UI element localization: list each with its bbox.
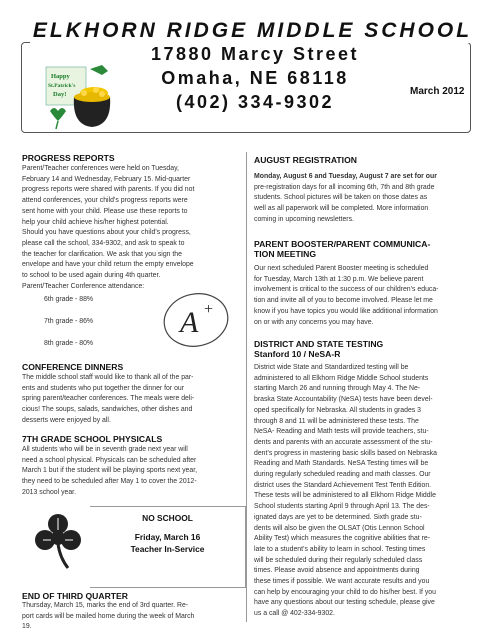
- august-registration-body: [254, 172, 444, 226]
- body-line: need a school physical. Physicals can be scheduled after: [22, 456, 197, 464]
- body-line: dents will also be given the OLSAT (Otis Lennon School: [254, 524, 425, 532]
- body-line: Should you have questions about your child’s progress,: [22, 229, 191, 237]
- body-line: late to a student’s ability to learn in school. Testing times: [254, 545, 426, 553]
- body-line: pre-registration days for all incoming 6th, 7th and 8th grade: [254, 183, 435, 191]
- body-line: Parent/Teacher conferences were held on Tuesday,: [22, 165, 179, 172]
- body-line: Reading and Math Standards. NeSA Testing times will be: [254, 460, 429, 468]
- body-line: tion and invite all of you to become involved. Please let me: [254, 297, 433, 305]
- testing-heading-line2: Stanford 10 / NeSA-R: [254, 349, 341, 359]
- body-line: Ability Test) which measures the cognitive abilities that re-: [254, 535, 431, 543]
- body-line: attend conferences, your child’s progress reports were: [22, 197, 188, 205]
- body-line: desserts were enjoyed by all.: [22, 416, 111, 424]
- body-line: Parent/Teacher Conference attendance:: [22, 282, 145, 290]
- body-line: they need to be scheduled after May 1 to cover the 2012-: [22, 478, 197, 486]
- conference-dinners-body: [22, 373, 227, 427]
- body-line: know if you have topics you would like additional information: [254, 307, 438, 315]
- testing-heading-line1: DISTRICT AND STATE TESTING: [254, 339, 384, 349]
- progress-reports-heading: PROGRESS REPORTS: [22, 153, 115, 163]
- body-line: us a call @ 402-334-9302.: [254, 610, 335, 618]
- body-line: students. School pictures will be taken on those dates as: [254, 194, 428, 202]
- physicals-heading: 7TH GRADE SCHOOL PHYSICALS: [22, 434, 163, 444]
- svg-text:A: A: [180, 306, 199, 339]
- body-line: times. Please avoid absence and appointments during: [254, 567, 420, 575]
- body-line: dent’s progress in mastering basic skills based on Nebraska: [254, 449, 437, 457]
- body-line: The middle school staff would like to thank all of the par-: [22, 374, 194, 381]
- body-line: on or with any concerns you may have.: [254, 318, 374, 326]
- column-divider: [246, 152, 247, 622]
- booster-heading-line2: TION MEETING: [254, 249, 317, 259]
- booster-body: [254, 264, 444, 328]
- body-line: Monday, August 6 and Tuesday, August 7 are set for our: [254, 173, 437, 180]
- end-of-quarter-body: [22, 601, 227, 633]
- shamrock-icon: [30, 510, 86, 572]
- svg-text:Happy: Happy: [51, 73, 70, 80]
- attendance-8th: 8th grade - 80%: [44, 340, 94, 347]
- body-line: well as all paperwork will be completed. More information: [254, 205, 429, 213]
- august-registration-heading: AUGUST REGISTRATION: [254, 155, 357, 165]
- body-line: cious! The soups, salads, sandwiches, other dishes and: [22, 406, 193, 414]
- attendance-7th: 7th grade - 86%: [44, 318, 94, 325]
- newsletter-date: March 2012: [410, 86, 465, 97]
- body-line: sent home with your child. Please use these reports to: [22, 207, 188, 215]
- body-line: 2013 school year.: [22, 488, 77, 496]
- no-school-title: NO SCHOOL: [142, 513, 193, 523]
- svg-text:St.Patrick's: St.Patrick's: [48, 83, 76, 89]
- body-line: starting March 26 and running through May 4. The Ne-: [254, 385, 421, 393]
- body-line: district uses the Standard Achievement Test Tenth Edition.: [254, 481, 432, 489]
- body-line: These tests will be administered to all Elkhorn Ridge Middle: [254, 492, 436, 500]
- body-line: progress reports were shared with parents. If you did not: [22, 186, 195, 194]
- body-line: have any questions about our testing schedule, please give: [254, 599, 435, 607]
- a-plus-grade-image: [152, 284, 242, 356]
- body-line: March 1 but if the student will be playing sports next year,: [22, 467, 198, 475]
- body-line: Thursday, March 15, marks the end of 3rd quarter. Re-: [22, 602, 189, 609]
- phone-number: (402) 334-9302: [175, 92, 335, 112]
- body-line: ignated days are yet to be determined. Sixth grade stu-: [254, 513, 422, 521]
- svg-text:Day!: Day!: [53, 91, 67, 98]
- body-line: during regularly scheduled reading and math classes. Our: [254, 471, 431, 479]
- body-line: School students starting April 9 through April 13. The des-: [254, 503, 430, 511]
- booster-heading-line1: PARENT BOOSTER/PARENT COMMUNICA-: [254, 239, 431, 249]
- body-line: can help by encouraging your child to do his/her best. If you: [254, 588, 436, 596]
- body-line: oped specifically for Nebraska. All students in grades 3: [254, 406, 421, 414]
- school-name: ELKHORN RIDGE MIDDLE SCHOOL: [30, 19, 475, 43]
- no-school-reason: Teacher In-Service: [130, 544, 205, 554]
- conference-dinners-heading: CONFERENCE DINNERS: [22, 362, 124, 372]
- body-line: port cards will be mailed home during the week of March: [22, 612, 195, 620]
- body-line: District wide State and Standardized testing will be: [254, 364, 409, 371]
- body-line: dents and parents with an accurate assessment of the stu-: [254, 438, 433, 446]
- body-line: through 8 and 11 will be administered these tests. The: [254, 417, 419, 425]
- body-line: involvement is critical to the success of our children’s educa-: [254, 286, 439, 294]
- body-line: these times if possible. We want accurate results and you: [254, 578, 430, 586]
- city-state-zip: Omaha, NE 68118: [161, 68, 349, 88]
- svg-text:+: +: [204, 301, 214, 318]
- body-line: for Tuesday, March 13th at 1:30 p.m. We believe parent: [254, 275, 424, 283]
- body-line: administered to all Elkhorn Ridge Middle School students: [254, 374, 429, 382]
- body-line: the teacher for clarification. We ask that you sign the: [22, 250, 182, 258]
- no-school-date: Friday, March 16: [134, 532, 201, 542]
- attendance-6th: 6th grade - 88%: [44, 296, 94, 303]
- end-of-quarter-heading: END OF THIRD QUARTER: [22, 591, 128, 601]
- progress-reports-body: [22, 164, 227, 292]
- st-patricks-pot-of-gold-image: [44, 63, 116, 131]
- body-line: All students who will be in seventh grade next year will: [22, 446, 188, 453]
- body-line: February 14 and Wednesday, February 15. Mid-quarter: [22, 175, 191, 183]
- body-line: please call the school, 334-9302, and ask to speak to: [22, 239, 185, 247]
- body-line: coming in upcoming newsletters.: [254, 215, 354, 223]
- body-line: 19.: [22, 623, 32, 631]
- body-line: spring parent/teacher conferences. The meals were deli-: [22, 395, 195, 403]
- body-line: help your child achieve his/her highest potential.: [22, 218, 169, 226]
- body-line: to school to be used again during 4th quarter.: [22, 272, 161, 280]
- body-line: braska State Accountability (NeSA) tests have been devel-: [254, 396, 433, 404]
- body-line: Our next scheduled Parent Booster meeting is scheduled: [254, 265, 429, 272]
- street-address: 17880 Marcy Street: [150, 44, 360, 64]
- body-line: ents and students who put together the dinner for our: [22, 384, 185, 392]
- body-line: will be scheduled during their regularly scheduled class: [254, 556, 423, 564]
- body-line: NeSA- Reading and Math tests will provide teachers, stu-: [254, 428, 429, 436]
- testing-body: [254, 363, 444, 620]
- body-line: envelope and have your child return the empty envelope: [22, 261, 194, 269]
- physicals-body: [22, 445, 227, 499]
